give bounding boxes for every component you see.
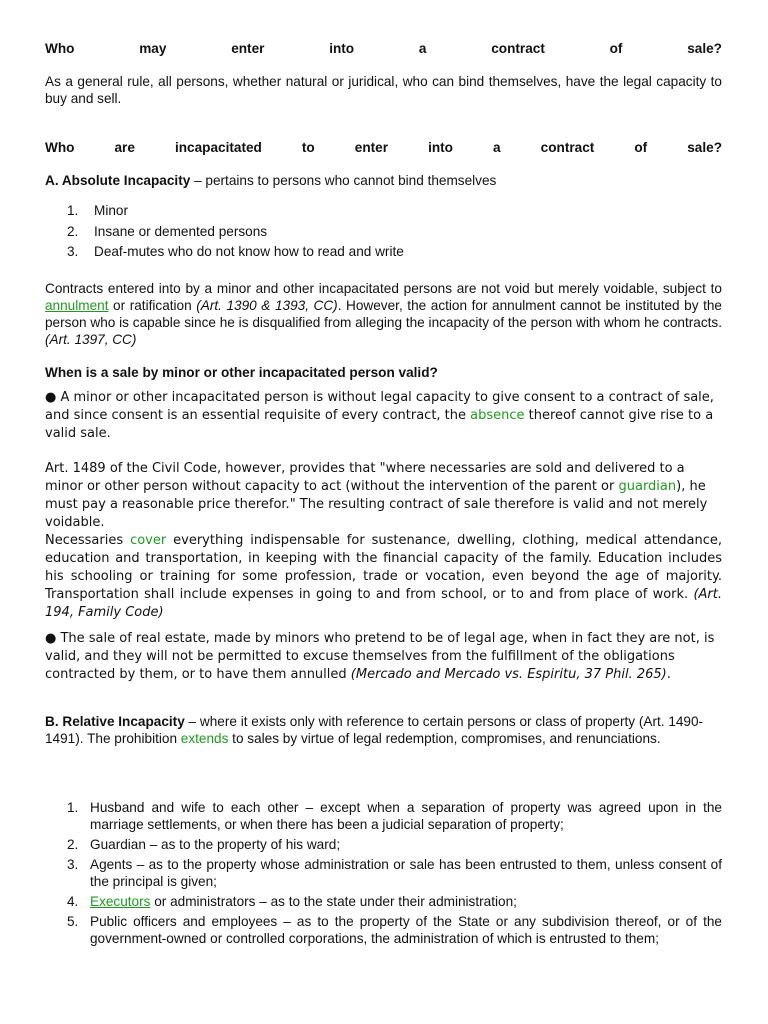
text-run: to sales by virtue of legal redemption, compromises, and renunciations. [228, 731, 661, 746]
bullet-icon: ● [45, 390, 57, 405]
text-run: – where it exists only with reference to certain persons or class of property (Art. 1490-1491). The prohibition [45, 714, 704, 746]
list-item-text: or administrators – as to the state under their administration; [150, 894, 517, 909]
list-item: 2. Guardian – as to the property of his ward; [67, 837, 341, 852]
bullet-paragraph-real-estate [45, 630, 722, 684]
absolute-incapacity-list [45, 202, 722, 264]
executors-link[interactable]: Executors [90, 894, 151, 909]
voidable-paragraph [45, 280, 722, 348]
list-item: 3. Deaf-mutes who do not know how to read and write [67, 244, 404, 259]
cover-highlight: cover [130, 533, 167, 548]
list-item-text: Public officers and employees – as to the property of the State or any subdivision thereof, or of the government-owned or controlled corporations, the administration of which is entrusted to them; [90, 914, 722, 946]
text-run: thereof cannot give rise to a valid sale. [45, 408, 714, 441]
list-item-text: Insane or demented persons [94, 223, 268, 239]
list-item-text: Minor [94, 203, 128, 218]
question-sale-by-minor: When is a sale by minor or other incapacitated person valid? [45, 365, 438, 380]
guardian-highlight: guardian [618, 479, 677, 494]
answer-general-rule: As a general rule, all persons, whether natural or juridical, who can bind themselves, have the legal capacity to buy and sell. [45, 74, 722, 106]
art-1489-paragraph [45, 460, 722, 532]
text-run: . However, the action for annulment cannot be instituted by the person who is capable since he is disqualified from alleging the incapacity of the person with whom he contracts. [45, 298, 722, 330]
text-run: everything indispensable for sustenance, dwelling, clothing, medical attendance, education and transportation, in keeping with the financial capacity of the family. Education includes his schooling or training for some profession, trade or vocation, even beyond the age of majority. Transportation shall include expenses in going to and from school, or to and from place of work. [45, 533, 722, 602]
question-who-incapacitated: Who are incapacitated to enter into a contract of sale? [45, 140, 722, 155]
text-run: The sale of real estate, made by minors who pretend to be of legal age, when in fact they are not, is valid, and they will not be permitted to excuse themselves from the fulfillment of the obligations contracted by them, or to have them annulled [45, 631, 715, 682]
text-run: Art. 1489 of the Civil Code, however, provides that "where necessaries are sold and delivered to a minor or other person without capacity to act (without the intervention of the parent or [45, 461, 685, 494]
bullet-paragraph-consent [45, 389, 722, 443]
text-run: Necessaries [45, 533, 131, 548]
text-run: A minor or other incapacitated person is without legal capacity to give consent to a contract of sale, and since consent is an essential requisite of every contract, the [45, 390, 714, 423]
relative-incapacity-heading: B. Relative Incapacity [45, 714, 185, 729]
annulment-link[interactable]: annulment [45, 298, 109, 313]
relative-incapacity-paragraph [45, 713, 722, 747]
text-run: . [666, 667, 671, 682]
necessaries-paragraph [45, 532, 722, 622]
list-item: 1. Minor [67, 203, 128, 218]
extends-highlight: extends [180, 731, 229, 746]
absolute-incapacity-heading: A. Absolute Incapacity [45, 173, 191, 188]
citation: (Art. 194, Family Code) [45, 587, 722, 620]
absolute-incapacity-paragraph [45, 172, 722, 189]
list-item-text: Agents – as to the property whose administration or sale has been entrusted to them, unless consent of the principal is given; [90, 857, 722, 889]
list-item-text: Deaf-mutes who do not know how to read and write [94, 244, 404, 259]
list-item-text: Husband and wife to each other – except when a separation of property was agreed upon in the marriage settlements, or when there has been a judicial separation of property; [90, 800, 722, 832]
list-item: 5. Public officers and employees – as to the property of the State or any subdivision thereof, or of the government-owned or controlled corporations, the administration of which is entrusted to them; [67, 914, 722, 946]
absolute-incapacity-desc: – pertains to persons who cannot bind themselves [190, 173, 497, 188]
list-item: 1. Husband and wife to each other – except when a separation of property was agreed upon in the marriage settlements, or when there has been a judicial separation of property; [67, 800, 722, 832]
absence-highlight: absence [470, 408, 525, 423]
text-run: or ratification [108, 298, 197, 313]
list-item: 4. Executors or administrators – as to the state under their administration; [67, 894, 517, 909]
question-who-may-enter: Who may enter into a contract of sale? [45, 41, 722, 56]
text-run: Contracts entered into by a minor and other incapacitated persons are not void but merely voidable, subject to [45, 281, 722, 296]
citation: (Art. 1397, CC) [45, 332, 137, 347]
text-run: ), he must pay a reasonable price therefor." The resulting contract of sale therefore is valid and not merely voidable. [45, 479, 708, 530]
list-item: 3. Agents – as to the property whose administration or sale has been entrusted to them, unless consent of the principal is given; [67, 857, 722, 889]
list-item: 2. Insane or demented persons [67, 223, 268, 239]
relative-incapacity-list [45, 799, 722, 950]
citation: (Mercado and Mercado vs. Espiritu, 37 Phil. 265) [350, 667, 667, 682]
bullet-icon: ● [45, 631, 57, 646]
list-item-text: Guardian – as to the property of his ward; [90, 837, 341, 852]
citation: (Art. 1390 & 1393, CC) [196, 298, 338, 313]
